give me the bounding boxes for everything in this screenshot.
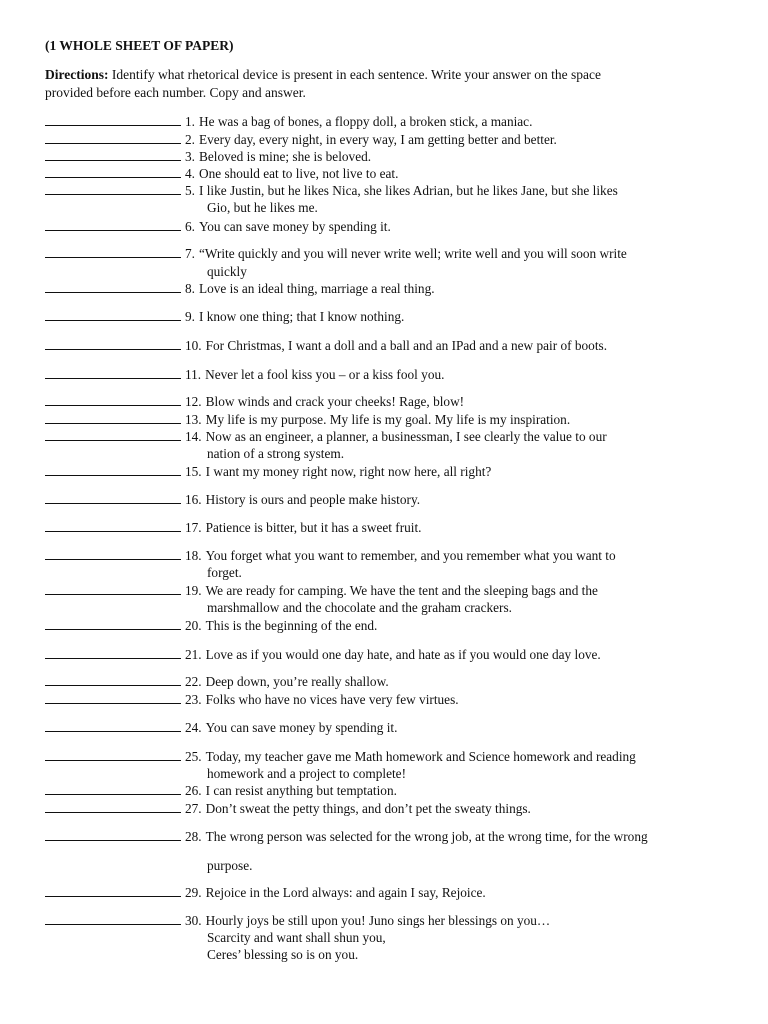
question-item bbox=[45, 245, 627, 279]
question-item bbox=[45, 393, 464, 410]
question-number: 16. bbox=[185, 492, 202, 507]
question-item bbox=[45, 165, 398, 182]
answer-blank[interactable] bbox=[45, 394, 181, 406]
question-text: Beloved is mine; she is beloved. bbox=[198, 149, 372, 164]
question-text: I like Justin, but he likes Nica, she likes Adrian, but he likes Jane, but she likes bbox=[198, 183, 618, 198]
answer-blank[interactable] bbox=[45, 183, 181, 195]
answer-blank[interactable] bbox=[45, 281, 181, 293]
question-text: Hourly joys be still upon you! Juno sings her blessings on you… bbox=[205, 913, 551, 928]
question-item bbox=[45, 782, 397, 799]
question-item bbox=[45, 673, 389, 690]
question-number: 25. bbox=[185, 749, 202, 764]
question-number: 17. bbox=[185, 520, 202, 535]
answer-blank[interactable] bbox=[45, 720, 181, 732]
question-text: You can save money by spending it. bbox=[205, 720, 398, 735]
question-text: One should eat to live, not live to eat. bbox=[198, 166, 399, 181]
answer-blank[interactable] bbox=[45, 219, 181, 231]
question-item bbox=[45, 182, 618, 215]
page-title: (1 WHOLE SHEET OF PAPER) bbox=[45, 38, 234, 53]
question-number: 9. bbox=[185, 309, 195, 324]
question-text: Every day, every night, in every way, I am getting better and better. bbox=[198, 132, 557, 147]
answer-blank[interactable] bbox=[45, 829, 181, 841]
question-number: 26. bbox=[185, 783, 202, 798]
question-number: 21. bbox=[185, 647, 202, 662]
question-number: 30. bbox=[185, 913, 202, 928]
question-item bbox=[45, 691, 459, 708]
question-item bbox=[45, 800, 531, 817]
question-text-continued: forget. bbox=[207, 565, 242, 580]
question-text: He was a bag of bones, a floppy doll, a broken stick, a maniac. bbox=[198, 114, 533, 129]
question-number: 1. bbox=[185, 114, 195, 129]
answer-blank[interactable] bbox=[45, 885, 181, 897]
question-item bbox=[45, 828, 648, 873]
question-text: My life is my purpose. My life is my goal. My life is my inspiration. bbox=[205, 412, 571, 427]
directions-text: Identify what rhetorical device is present in each sentence. Write your answer on the space bbox=[108, 67, 602, 82]
question-text: I want my money right now, right now here, all right? bbox=[205, 464, 492, 479]
answer-blank[interactable] bbox=[45, 618, 181, 630]
question-text-continued: nation of a strong system. bbox=[207, 446, 345, 461]
question-number: 8. bbox=[185, 281, 195, 296]
answer-blank[interactable] bbox=[45, 412, 181, 424]
answer-blank[interactable] bbox=[45, 149, 181, 161]
question-text: For Christmas, I want a doll and a ball and an IPad and a new pair of boots. bbox=[205, 338, 608, 353]
question-item bbox=[45, 428, 607, 461]
question-number: 6. bbox=[185, 219, 195, 234]
answer-blank[interactable] bbox=[45, 583, 181, 595]
question-text: You forget what you want to remember, and you remember what you want to bbox=[205, 548, 616, 563]
answer-blank[interactable] bbox=[45, 367, 181, 379]
question-text: “Write quickly and you will never write well; write well and you will soon write bbox=[198, 246, 627, 261]
question-item bbox=[45, 617, 377, 634]
answer-blank[interactable] bbox=[45, 132, 181, 144]
question-text-continued: Gio, but he likes me. bbox=[207, 200, 318, 215]
question-item bbox=[45, 366, 444, 383]
question-text-continued: homework and a project to complete! bbox=[207, 766, 407, 781]
answer-blank[interactable] bbox=[45, 783, 181, 795]
question-text-continued: Ceres’ blessing so is on you. bbox=[207, 947, 359, 962]
question-number: 14. bbox=[185, 429, 202, 444]
question-item bbox=[45, 519, 421, 536]
question-text-continued: purpose. bbox=[207, 858, 253, 873]
question-number: 12. bbox=[185, 394, 202, 409]
answer-blank[interactable] bbox=[45, 520, 181, 532]
question-item bbox=[45, 411, 570, 428]
question-number: 27. bbox=[185, 801, 202, 816]
question-number: 18. bbox=[185, 548, 202, 563]
answer-blank[interactable] bbox=[45, 674, 181, 686]
question-number: 3. bbox=[185, 149, 195, 164]
question-number: 28. bbox=[185, 829, 202, 844]
question-number: 22. bbox=[185, 674, 202, 689]
question-number: 5. bbox=[185, 183, 195, 198]
question-item bbox=[45, 308, 404, 325]
question-text: The wrong person was selected for the wrong job, at the wrong time, for the wrong bbox=[205, 829, 648, 844]
question-number: 2. bbox=[185, 132, 195, 147]
answer-blank[interactable] bbox=[45, 913, 181, 925]
question-item bbox=[45, 884, 486, 901]
question-text-continued: marshmallow and the chocolate and the graham crackers. bbox=[207, 600, 512, 615]
question-text: Blow winds and crack your cheeks! Rage, blow! bbox=[205, 394, 465, 409]
question-item bbox=[45, 280, 435, 297]
question-text: Love as if you would one day hate, and hate as if you would one day love. bbox=[205, 647, 601, 662]
question-item bbox=[45, 547, 616, 580]
answer-blank[interactable] bbox=[45, 114, 181, 126]
question-text: Rejoice in the Lord always: and again I say, Rejoice. bbox=[205, 885, 486, 900]
answer-blank[interactable] bbox=[45, 338, 181, 350]
question-number: 29. bbox=[185, 885, 202, 900]
question-text: I can resist anything but temptation. bbox=[205, 783, 397, 798]
answer-blank[interactable] bbox=[45, 429, 181, 441]
question-item bbox=[45, 463, 491, 480]
question-item bbox=[45, 148, 371, 165]
answer-blank[interactable] bbox=[45, 309, 181, 321]
question-item bbox=[45, 337, 607, 354]
answer-blank[interactable] bbox=[45, 801, 181, 813]
question-item bbox=[45, 491, 420, 508]
answer-blank[interactable] bbox=[45, 492, 181, 504]
answer-blank[interactable] bbox=[45, 464, 181, 476]
question-number: 24. bbox=[185, 720, 202, 735]
question-text: This is the beginning of the end. bbox=[205, 618, 378, 633]
question-text-continued: quickly bbox=[207, 264, 247, 279]
question-number: 23. bbox=[185, 692, 202, 707]
question-number: 4. bbox=[185, 166, 195, 181]
question-text: Folks who have no vices have very few virtues. bbox=[205, 692, 459, 707]
question-number: 10. bbox=[185, 338, 202, 353]
question-item bbox=[45, 748, 636, 781]
question-item bbox=[45, 719, 397, 736]
question-number: 13. bbox=[185, 412, 202, 427]
question-text: Today, my teacher gave me Math homework and Science homework and reading bbox=[205, 749, 636, 764]
question-text: You can save money by spending it. bbox=[198, 219, 391, 234]
question-text: We are ready for camping. We have the tent and the sleeping bags and the bbox=[205, 583, 598, 598]
question-text: Love is an ideal thing, marriage a real thing. bbox=[198, 281, 435, 296]
answer-blank[interactable] bbox=[45, 166, 181, 178]
question-text: History is ours and people make history. bbox=[205, 492, 421, 507]
question-item bbox=[45, 131, 557, 148]
answer-blank[interactable] bbox=[45, 749, 181, 761]
question-item bbox=[45, 218, 391, 235]
answer-blank[interactable] bbox=[45, 548, 181, 560]
answer-blank[interactable] bbox=[45, 647, 181, 659]
question-item bbox=[45, 113, 532, 130]
question-number: 7. bbox=[185, 246, 195, 261]
question-text: Patience is bitter, but it has a sweet fruit. bbox=[205, 520, 422, 535]
question-text-continued: Scarcity and want shall shun you, bbox=[207, 930, 386, 945]
directions bbox=[45, 66, 725, 102]
question-item bbox=[45, 646, 601, 663]
question-text: Don’t sweat the petty things, and don’t pet the sweaty things. bbox=[205, 801, 531, 816]
question-item bbox=[45, 912, 551, 962]
question-item bbox=[45, 582, 598, 615]
question-number: 19. bbox=[185, 583, 202, 598]
answer-blank[interactable] bbox=[45, 246, 181, 258]
directions-text-line2: provided before each number. Copy and answer. bbox=[45, 85, 306, 100]
question-text: I know one thing; that I know nothing. bbox=[198, 309, 405, 324]
directions-label: Directions: bbox=[45, 67, 109, 82]
question-number: 20. bbox=[185, 618, 202, 633]
question-number: 11. bbox=[185, 367, 202, 382]
question-number: 15. bbox=[185, 464, 202, 479]
question-text: Now as an engineer, a planner, a businessman, I see clearly the value to our bbox=[205, 429, 607, 444]
question-text: Deep down, you’re really shallow. bbox=[205, 674, 389, 689]
answer-blank[interactable] bbox=[45, 692, 181, 704]
question-text: Never let a fool kiss you – or a kiss fool you. bbox=[205, 367, 445, 382]
